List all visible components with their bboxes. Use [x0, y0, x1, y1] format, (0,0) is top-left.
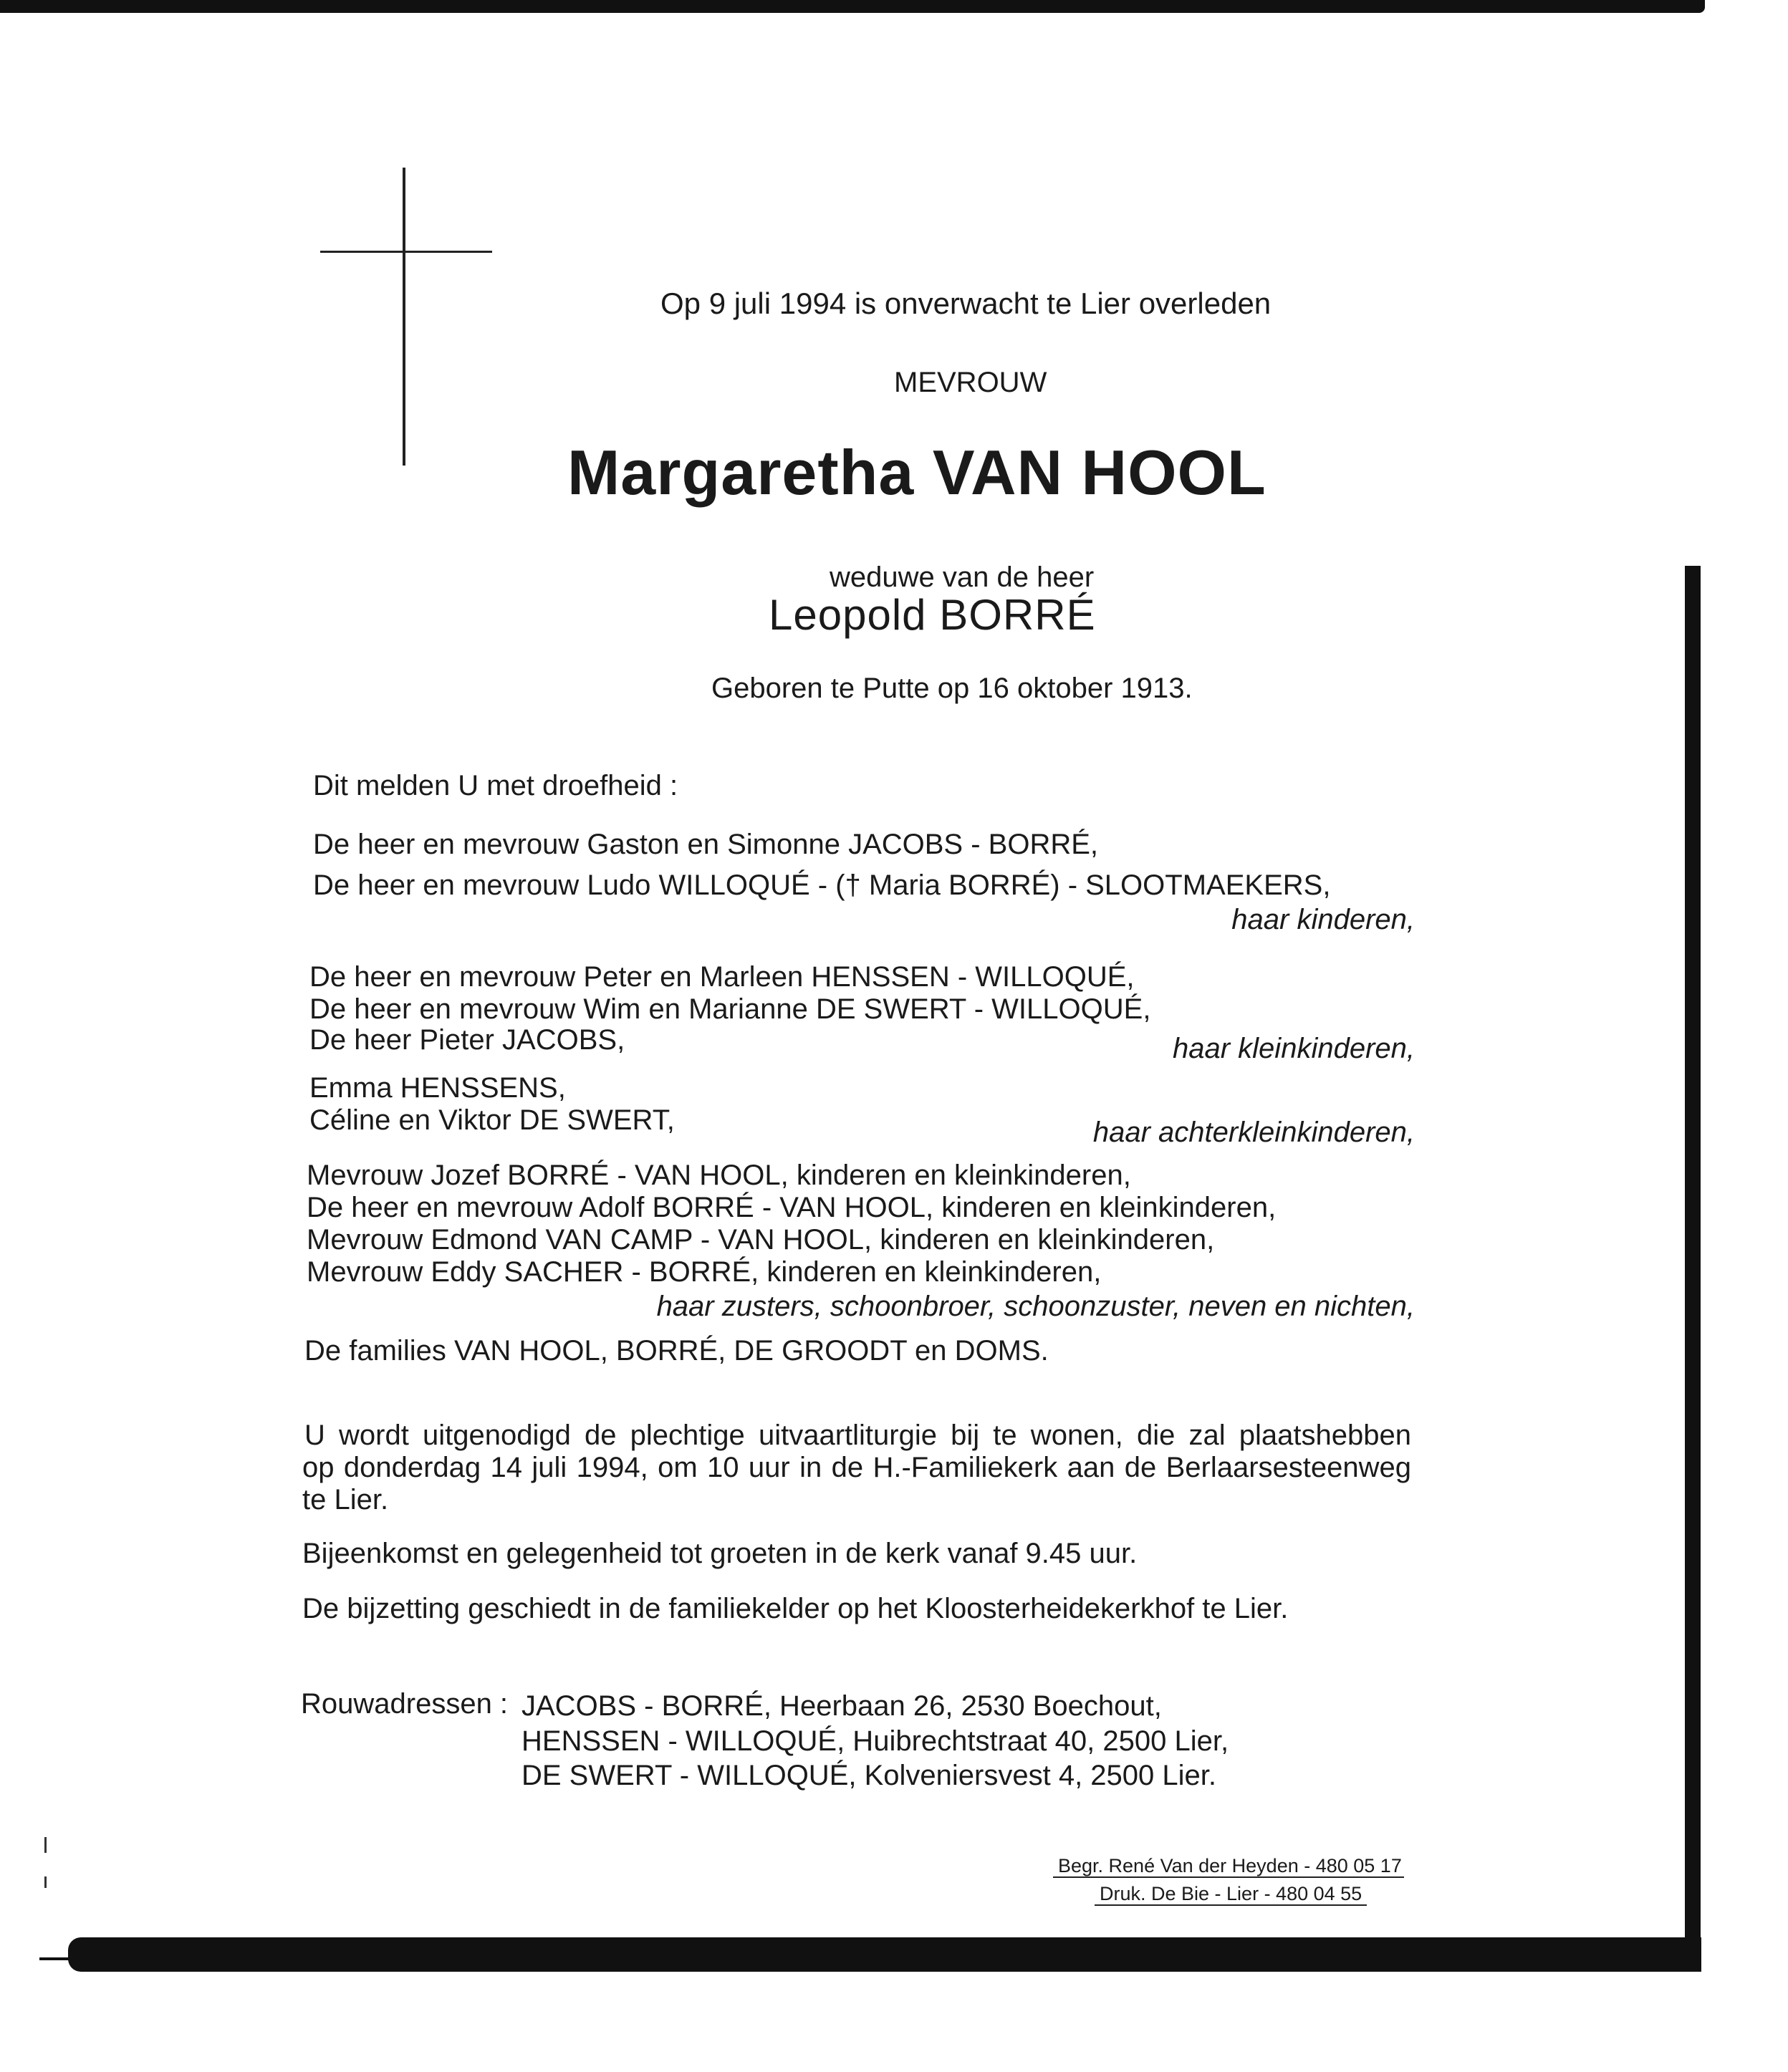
siblings-line: Mevrouw Edmond VAN CAMP - VAN HOOL, kinderen en kleinkinderen,: [307, 1224, 1215, 1256]
burial: De bijzetting geschiedt in de familiekelder op het Kloosterheidekerkhof te Lier.: [302, 1593, 1289, 1624]
addresses-label: Rouwadressen :: [301, 1688, 509, 1720]
children-label: haar kinderen,: [1231, 904, 1415, 935]
siblings-label: haar zusters, schoonbroer, schoonzuster, neven en nichten,: [656, 1291, 1415, 1322]
intro: Dit melden U met droefheid :: [313, 770, 678, 801]
siblings-line: De heer en mevrouw Adolf BORRÉ - VAN HOOL, kinderen en kleinkinderen,: [307, 1192, 1277, 1223]
ceremony-line: op donderdag 14 juli 1994, om 10 uur in de H.-Familiekerk aan de Berlaarsesteenweg: [302, 1452, 1411, 1483]
ceremony-line: U wordt uitgenodigd de plechtige uitvaartliturgie bij te wonen, die zal plaatshebben: [304, 1420, 1411, 1451]
announcement: Op 9 juli 1994 is onverwacht te Lier overleden: [660, 286, 1272, 320]
scan-tick: [44, 1837, 47, 1853]
siblings-line: Mevrouw Eddy SACHER - BORRÉ, kinderen en kleinkinderen,: [307, 1256, 1102, 1288]
children-line: De heer en mevrouw Ludo WILLOQUÉ - († Maria BORRÉ) - SLOOTMAEKERS,: [313, 869, 1331, 901]
scan-border-top: [0, 0, 1705, 13]
families: De families VAN HOOL, BORRÉ, DE GROODT en DOMS.: [304, 1335, 1049, 1367]
children-line: De heer en mevrouw Gaston en Simonne JACOBS - BORRÉ,: [313, 829, 1099, 860]
scan-mark-left: [39, 1957, 72, 1960]
address-line: HENSSEN - WILLOQUÉ, Huibrechtstraat 40, 2500 Lier,: [522, 1725, 1229, 1757]
printer-underline: [1095, 1904, 1367, 1906]
grandchildren-line: De heer Pieter JACOBS,: [309, 1024, 625, 1056]
birth-info: Geboren te Putte op 16 oktober 1913.: [711, 673, 1193, 704]
printer: Druk. De Bie - Lier - 480 04 55: [1100, 1883, 1362, 1904]
scan-border-right: [1685, 566, 1701, 1952]
ceremony-line: te Lier.: [302, 1484, 389, 1516]
cross-icon: [403, 168, 405, 466]
title: MEVROUW: [894, 367, 1047, 398]
address-line: JACOBS - BORRÉ, Heerbaan 26, 2530 Boechout,: [522, 1690, 1162, 1722]
scan-border-bottom: [68, 1937, 1701, 1972]
great-grandchildren-line: Emma HENSSENS,: [309, 1072, 566, 1104]
grandchildren-label: haar kleinkinderen,: [1173, 1033, 1415, 1064]
husband-name: Leopold BORRÉ: [769, 591, 1096, 639]
grandchildren-line: De heer en mevrouw Wim en Marianne DE SWERT - WILLOQUÉ,: [309, 993, 1151, 1025]
widow-of: weduwe van de heer: [830, 562, 1095, 593]
address-line: DE SWERT - WILLOQUÉ, Kolveniersvest 4, 2500 Lier.: [522, 1760, 1216, 1791]
scan-tick: [44, 1876, 47, 1888]
undertaker: Begr. René Van der Heyden - 480 05 17: [1058, 1855, 1402, 1876]
gathering: Bijeenkomst en gelegenheid tot groeten in de kerk vanaf 9.45 uur.: [302, 1538, 1138, 1569]
siblings-line: Mevrouw Jozef BORRÉ - VAN HOOL, kinderen en kleinkinderen,: [307, 1160, 1131, 1191]
grandchildren-line: De heer en mevrouw Peter en Marleen HENSSEN - WILLOQUÉ,: [309, 961, 1135, 993]
undertaker-underline: [1053, 1876, 1404, 1878]
great-grandchildren-label: haar achterkleinkinderen,: [1092, 1117, 1415, 1148]
cross-icon-bar: [320, 251, 492, 253]
deceased-name: Margaretha VAN HOOL: [567, 437, 1266, 508]
great-grandchildren-line: Céline en Viktor DE SWERT,: [309, 1104, 675, 1136]
